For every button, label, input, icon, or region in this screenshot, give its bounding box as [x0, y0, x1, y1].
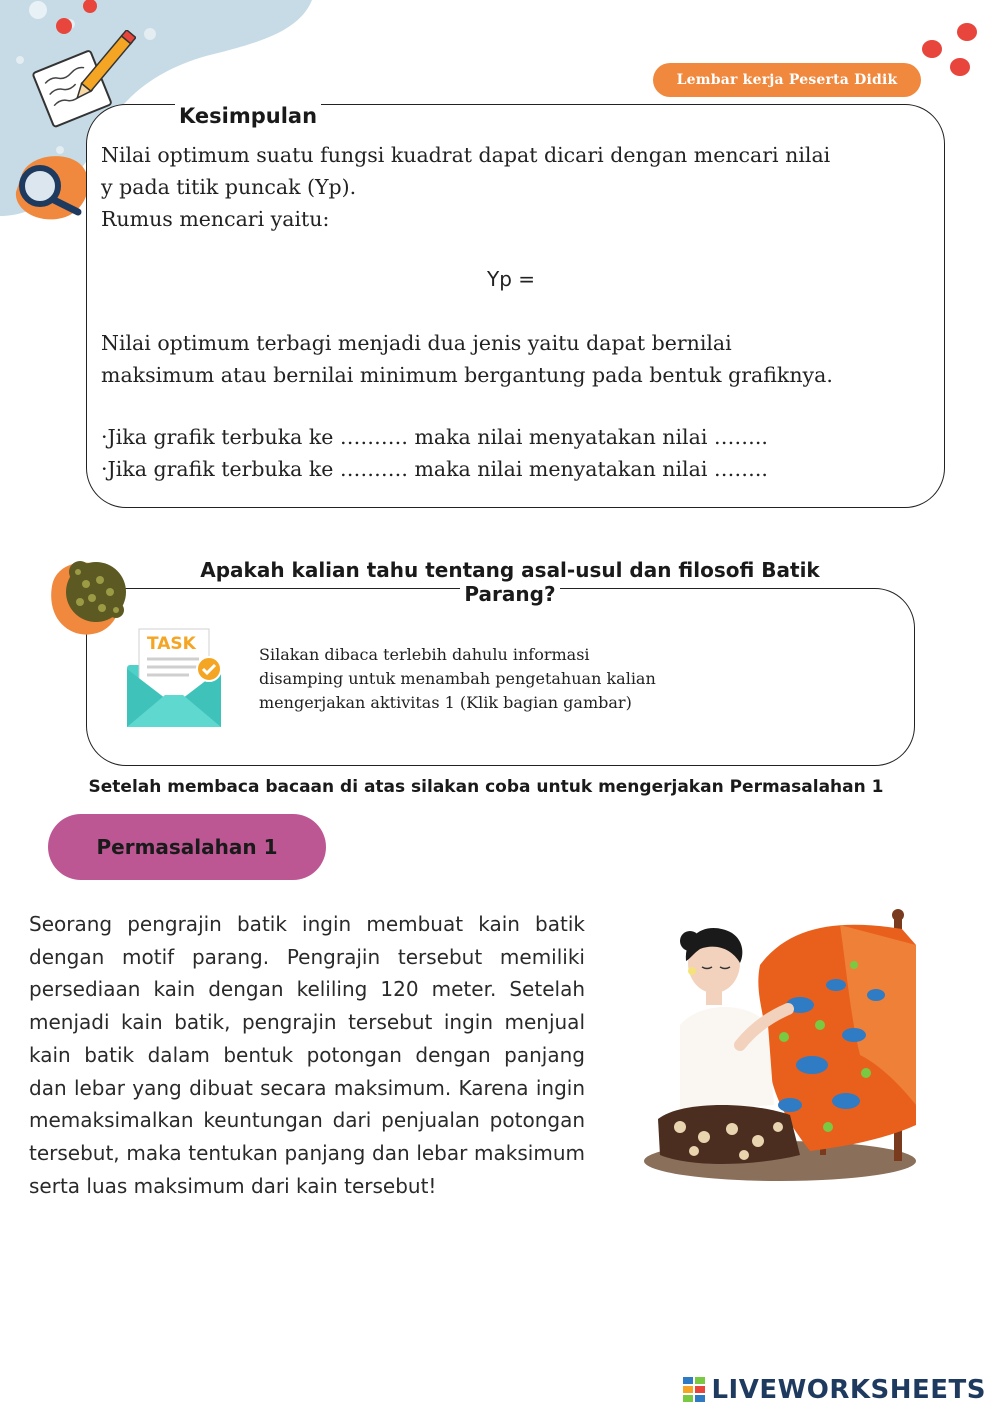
conclusion-line-2: y pada titik puncak (Yp). — [101, 175, 357, 199]
decorative-red-dots — [915, 18, 985, 82]
batik-question-title-line-1: Apakah kalian tahu tentang asal-usul dan filosofi Batik — [200, 558, 820, 582]
problem-text: Seorang pengrajin batik ingin membuat kain batik dengan motif parang. Pengrajin tersebut memiliki persediaan kain dengan keliling 120 meter. Setelah menjadi kain batik, pengrajin tersebut ingin menjual kain batik dalam bentuk potongan dengan panjang dan lebar yang dibuat secara maksimum. Karena ingin memaksimalkan keuntungan dari penjualan potongan tersebut, maka tentukan panjang dan lebar maksimum serta luas maksimum dari kain tersebut! — [29, 912, 585, 1198]
instruction-text: Setelah membaca bacaan di atas silakan coba untuk mengerjakan Permasalahan 1 — [88, 777, 884, 797]
batik-info-box — [86, 588, 915, 766]
problem-label-pill: Permasalahan 1 — [48, 814, 326, 880]
magnifier-icon — [6, 150, 96, 224]
liveworksheets-logo-text: LIVEWORKSHEETS — [711, 1375, 986, 1405]
conclusion-line-5: maksimum atau bernilai minimum bergantung pada bentuk grafiknya. — [101, 363, 833, 387]
conclusion-bullet-2: ·Jika grafik terbuka ke ………. maka nilai menyatakan nilai …….. — [101, 457, 768, 481]
formula-label: Yp = — [487, 267, 536, 291]
worksheet-badge: Lembar kerja Peserta Didik — [653, 63, 921, 97]
liveworksheets-mark-icon — [683, 1377, 705, 1403]
conclusion-line-3: Rumus mencari yaitu: — [101, 207, 330, 231]
task-envelope-icon[interactable] — [125, 625, 229, 729]
batik-question-title — [140, 558, 880, 606]
conclusion-line-1: Nilai optimum suatu fungsi kuadrat dapat dicari dengan mencari nilai — [101, 143, 831, 167]
info-line-1: Silakan dibaca terlebih dahulu informasi — [259, 645, 590, 664]
conclusion-bullet-1: ·Jika grafik terbuka ke ………. maka nilai menyatakan nilai …….. — [101, 425, 768, 449]
info-line-3: mengerjakan aktivitas 1 (Klik bagian gambar) — [259, 693, 632, 712]
batik-motif-icon — [44, 552, 134, 638]
conclusion-title: Kesimpulan — [175, 104, 321, 128]
liveworksheets-logo[interactable] — [683, 1373, 986, 1407]
batik-question-title-line-2: Parang? — [460, 582, 559, 606]
batik-artisan-illustration[interactable] — [640, 905, 920, 1185]
info-line-2: disamping untuk menambah pengetahuan kalian — [259, 669, 656, 688]
conclusion-box — [86, 104, 945, 508]
conclusion-line-4: Nilai optimum terbagi menjadi dua jenis yaitu dapat bernilai — [101, 331, 732, 355]
task-label: TASK — [147, 634, 196, 654]
